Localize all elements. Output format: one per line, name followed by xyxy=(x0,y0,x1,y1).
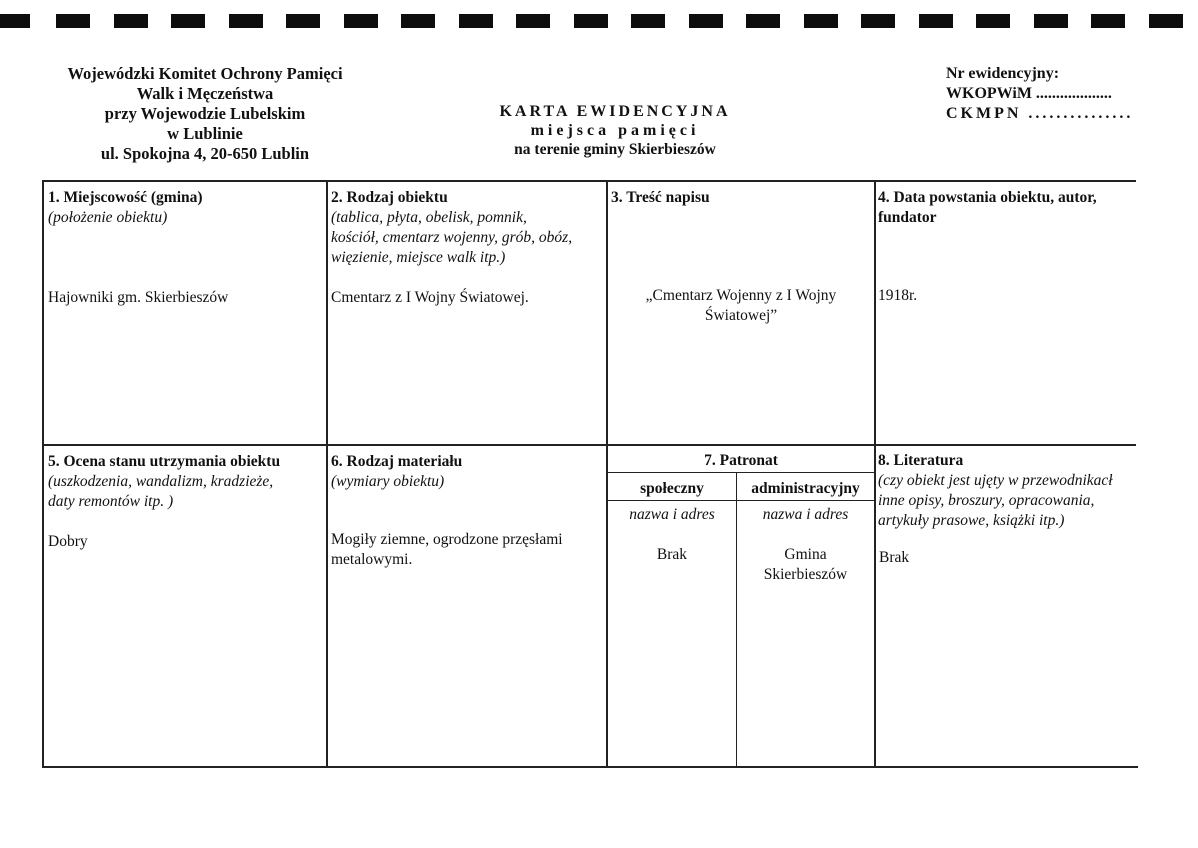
field-inscription-value xyxy=(608,286,874,326)
org-line: Walk i Męczeństwa xyxy=(136,84,274,103)
field-literature-hint: inne opisy, broszury, opracowania, xyxy=(878,492,1095,509)
registry-label: Nr ewidencyjny: xyxy=(946,65,1060,82)
patronage-admin-line: Gmina xyxy=(784,546,827,563)
inscription-line: Światowej” xyxy=(704,307,778,324)
field-material-value xyxy=(331,530,604,570)
field-object-type-hint: więzienie, miejsce walk itp.) xyxy=(331,249,506,266)
field-object-type xyxy=(331,188,604,268)
patronage-social-label: społeczny xyxy=(640,480,704,497)
column-divider-1 xyxy=(326,180,328,768)
patronat-subheader-bottom xyxy=(606,500,876,501)
field-date-author xyxy=(878,188,1134,228)
field-literature xyxy=(878,451,1140,531)
patronage-admin-label: administracyjny xyxy=(751,480,860,497)
inscription-line: „Cmentarz Wojenny z I Wojny xyxy=(645,287,837,304)
card-area: na terenie gminy Skierbieszów xyxy=(514,141,716,158)
patronage-social-hint: nazwa i adres xyxy=(629,506,715,523)
patronat-subheader-top xyxy=(606,472,876,473)
field-location-label: 1. Miejscowość (gmina) xyxy=(48,189,203,206)
field-literature-value: Brak xyxy=(879,549,910,566)
field-object-type-value: Cmentarz z I Wojny Światowej. xyxy=(331,289,529,306)
field-condition-hint: daty remontów itp. ) xyxy=(48,493,174,510)
registry-wkopwim: WKOPWiM ................... xyxy=(946,85,1112,102)
field-inscription xyxy=(611,188,871,208)
card-title: KARTA EWIDENCYJNA xyxy=(499,103,731,120)
field-material-hint: (wymiary obiektu) xyxy=(331,473,445,490)
field-condition-value: Dobry xyxy=(48,533,88,550)
field-literature-label: 8. Literatura xyxy=(878,452,964,469)
table-border-middle xyxy=(42,444,1136,446)
table-border-bottom xyxy=(42,766,1138,768)
patronage-admin-hint: nazwa i adres xyxy=(762,506,849,523)
patronage-social-value: Brak xyxy=(656,546,688,563)
org-line: Wojewódzki Komitet Ochrony Pamięci xyxy=(67,64,343,83)
patronage-admin-value xyxy=(737,545,874,585)
field-location-hint: (położenie obiektu) xyxy=(48,209,168,226)
field-object-type-hint: kościół, cmentarz wojenny, grób, obóz, xyxy=(331,229,573,246)
org-line: w Lublinie xyxy=(167,124,243,143)
field-inscription-label: 3. Treść napisu xyxy=(611,189,710,206)
material-line: metalowymi. xyxy=(331,551,413,568)
field-literature-hint: artykuły prasowe, książki itp.) xyxy=(878,512,1065,529)
column-divider-3 xyxy=(874,180,876,768)
field-date-author-label: fundator xyxy=(878,209,937,226)
field-condition-label: 5. Ocena stanu utrzymania obiektu xyxy=(48,453,281,470)
material-line: Mogiły ziemne, ogrodzone przęsłami xyxy=(331,531,563,548)
registry-ckmpn: CKMPN ............... xyxy=(946,105,1134,122)
card-subtitle: miejsca pamięci xyxy=(530,122,700,139)
org-line: przy Wojewodzie Lubelskim xyxy=(104,104,306,123)
field-object-type-hint: (tablica, płyta, obelisk, pomnik, xyxy=(331,209,527,226)
field-condition-hint: (uszkodzenia, wandalizm, kradzieże, xyxy=(48,473,274,490)
table-border-left xyxy=(42,180,44,768)
field-date-author-value: 1918r. xyxy=(878,287,918,304)
field-date-author-label: 4. Data powstania obiektu, autor, xyxy=(878,189,1097,206)
column-divider-2 xyxy=(606,180,608,768)
field-location-value: Hajowniki gm. Skierbieszów xyxy=(48,289,229,306)
org-line: ul. Spokojna 4, 20-650 Lublin xyxy=(100,144,310,163)
field-location xyxy=(48,188,323,228)
field-literature-hint: (czy obiekt jest ujęty w przewodnikacł xyxy=(878,472,1113,489)
field-patronage-label: 7. Patronat xyxy=(704,452,778,469)
field-material xyxy=(331,452,604,492)
table-border-top xyxy=(42,180,1136,182)
patronage-admin-line: Skierbieszów xyxy=(763,566,848,583)
field-material-label: 6. Rodzaj materiału xyxy=(331,453,463,470)
field-object-type-label: 2. Rodzaj obiektu xyxy=(331,189,448,206)
field-condition xyxy=(48,452,324,512)
